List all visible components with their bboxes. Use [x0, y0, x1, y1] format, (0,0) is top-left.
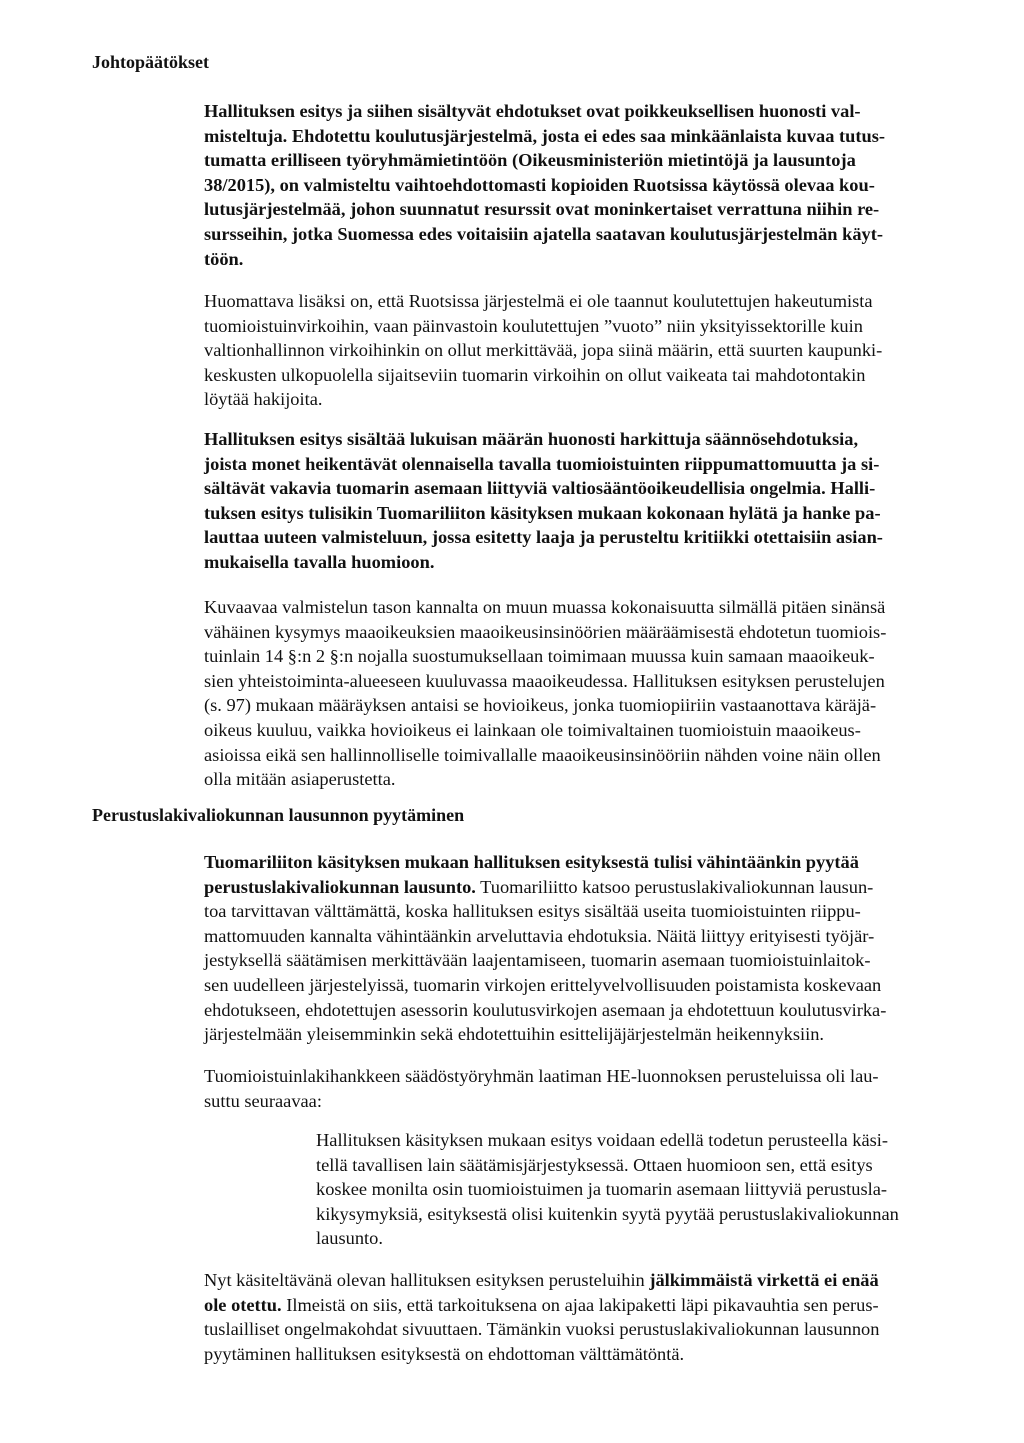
text-line: 38/2015), on valmisteltu vaihtoehdottomasti kopioiden Ruotsissa käytössä olevaa kou-: [204, 174, 875, 195]
text-line: valtionhallinnon virkoihinkin on ollut merkittävää, jopa siinä määrin, että suurten kaupunki-: [204, 340, 883, 361]
text-line: koskee monilta osin tuomioistuimen ja tuomarin asemaan liittyviä perustusla-: [316, 1179, 888, 1200]
text-line: lausunto.: [316, 1228, 383, 1249]
paragraph-6: [204, 1064, 964, 1113]
bold-phrase: perustuslakivaliokunnan lausunto.: [204, 876, 476, 897]
block-quote: [316, 1128, 972, 1251]
text-line: järjestelmään yleisemminkin sekä ehdotettuihin esittelijäjärjestelmän heikennyksiin.: [204, 1024, 825, 1045]
text-line: töön.: [204, 248, 244, 269]
paragraph-4: [204, 595, 964, 792]
text-line: Huomattava lisäksi on, että Ruotsissa järjestelmä ei ole taannut koulutettujen hakeutumista: [204, 291, 873, 311]
text-line: jestyksellä säätämisen merkittävään laajentamiseen, tuomarin asemaan tuomioistuinlaitok-: [204, 950, 871, 971]
text-line: suttu seuraavaa:: [204, 1090, 322, 1111]
text-line: (s. 97) mukaan määräyksen antaisi se hovioikeus, jonka tuomiopiiriin vastaanottava käräjä-: [204, 695, 877, 716]
text-line: sien yhteistoiminta-alueeseen kuuluvassa maaoikeudessa. Hallituksen esityksen perustelujen: [204, 670, 885, 691]
text-line: [204, 1293, 964, 1318]
text-line: sältävät vakavia tuomarin asemaan liittyviä valtiosääntöoikeudellisia ongelmia. Halli-: [204, 478, 876, 499]
text-run: Ilmeistä on siis, että tarkoituksena on ajaa lakipaketti läpi pikavauhtia sen perus-: [281, 1294, 879, 1315]
text-line: Tuomioistuinlakihankkeen säädöstyöryhmän laatiman HE-luonnoksen perusteluissa oli lau-: [204, 1066, 879, 1086]
text-line: toa tarvittavan välttämättä, koska hallituksen esitys sisältää useita tuomioistuinten riippu-: [204, 901, 861, 922]
text-line: sursseihin, jotka Suomessa edes voitaisiin ajatella saatavan koulutusjärjestelmän käyt-: [204, 223, 883, 244]
text-line: mukaisella tavalla huomioon.: [204, 551, 435, 572]
text-line: sen uudelleen järjestelyissä, tuomarin virkojen erittelyvelvollisuuden poistamista koskevaan: [204, 974, 882, 995]
text-line: joista monet heikentävät olennaisella tavalla tuomioistuinten riippumattomuutta ja si-: [204, 453, 880, 474]
paragraph-3: [204, 427, 964, 575]
text-line: vähäinen kysymys maaoikeuksien maaoikeusinsinöörien määräämisestä ehdotetun tuomiois-: [204, 621, 887, 642]
text-line: oikeus kuuluu, vaikka hovioikeus ei lainkaan ole toimivaltainen tuomioistuin maaoikeus-: [204, 719, 861, 740]
text-line: tumatta erilliseen työryhmämietintöön (Oikeusministeriön mietintöjä ja lausuntoja: [204, 150, 856, 171]
text-line: Kuvaavaa valmistelun tason kannalta on muun muassa kokonaisuutta silmällä pitäen sinänsä: [204, 597, 886, 617]
text-line: [204, 850, 964, 875]
paragraph-2: [204, 289, 964, 412]
text-line: tellä tavallisen lain säätämisjärjestyksessä. Ottaen huomioon sen, että esitys: [316, 1154, 873, 1175]
text-line: mattomuuden kannalta vähintäänkin arveluttavia ehdotuksia. Näitä liittyy erityisesti työjär-: [204, 925, 875, 946]
section-heading-perustuslakivaliokunta: Perustuslakivaliokunnan lausunnon pyytäminen: [92, 805, 465, 825]
text-line: tuslailliset ongelmakohdat sivuuttaen. Tämänkin vuoksi perustuslakivaliokunnan lausunnon: [204, 1319, 880, 1340]
text-line: keskusten ulkopuolella sijaitseviin tuomarin virkoihin on ollut vaikeata tai mahdotontakin: [204, 364, 866, 385]
text-line: [204, 1268, 964, 1293]
text-line: tuksen esitys tulisikin Tuomariliiton käsityksen mukaan kokonaan hylätä ja hanke pa-: [204, 502, 881, 523]
text-line: misteltuja. Ehdotettu koulutusjärjestelmä, josta ei edes saa minkäänlaista kuvaa tutus-: [204, 125, 885, 146]
text-line: kikysymyksiä, esityksestä olisi kuitenkin syytä pyytää perustuslakivaliokunnan: [316, 1203, 899, 1224]
text-run: Nyt käsiteltävänä olevan hallituksen esityksen perusteluihin: [204, 1270, 650, 1290]
text-line: [204, 875, 964, 900]
text-line: tuomioistuinvirkoihin, vaan päinvastoin koulutettujen ”vuoto” niin yksityissektorille kuin: [204, 315, 863, 336]
bold-phrase: ole otettu.: [204, 1294, 282, 1315]
paragraph-1: [204, 99, 964, 271]
text-run: Tuomariliitto katsoo perustuslakivaliokunnan lausun-: [475, 876, 874, 897]
text-line: asioissa eikä sen hallinnolliselle toimivallalle maaoikeusinsinööriin nähden voine näin ollen: [204, 744, 881, 765]
bold-phrase: jälkimmäistä virkettä ei enää: [649, 1270, 879, 1290]
section-heading-johtopaatokset: Johtopäätökset: [92, 52, 210, 72]
text-line: löytää hakijoita.: [204, 389, 323, 410]
text-line: tuinlain 14 §:n 2 §:n nojalla suostumuksellaan toimimaan muussa kuin samaan maaoikeuk-: [204, 646, 875, 667]
text-line: Hallituksen esitys sisältää lukuisan määrän huonosti harkittuja säännösehdotuksia,: [204, 429, 859, 449]
text-line: Hallituksen esitys ja siihen sisältyvät ehdotukset ovat poikkeuksellisen huonosti val-: [204, 101, 861, 121]
text-line: lauttaa uuteen valmisteluun, jossa esitetty laaja ja perusteltu kritiikki otettaisiin asian-: [204, 527, 883, 548]
text-line: Hallituksen käsityksen mukaan esitys voidaan edellä todetun perusteella käsi-: [316, 1130, 888, 1150]
paragraph-7: [204, 1268, 964, 1366]
text-line: lutusjärjestelmää, johon suunnatut resurssit ovat moninkertaiset verrattuna niihin re-: [204, 199, 880, 220]
text-line: pyytäminen hallituksen esityksestä on ehdottoman välttämätöntä.: [204, 1343, 685, 1364]
text-line: ehdotukseen, ehdotettujen asessorin koulutusvirkojen asemaan ja ehdotettuun koulutusvirka-: [204, 999, 887, 1020]
text-line: olla mitään asiaperustetta.: [204, 769, 396, 790]
paragraph-5: [204, 850, 964, 1047]
bold-phrase: Tuomariliiton käsityksen mukaan hallituksen esityksestä tulisi vähintäänkin pyytää: [204, 852, 859, 872]
